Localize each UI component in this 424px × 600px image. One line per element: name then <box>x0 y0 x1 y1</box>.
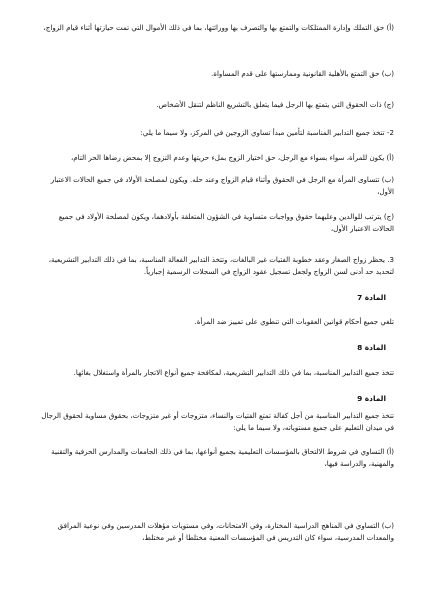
paragraph-1b: (ب) حق التمتع بالأهلية القانونية وممارستها على قدم المساواة. <box>210 69 394 78</box>
paragraph-1a: (أ) حق التملك وإدارة الممتلكات والتمتع بها والتصرف بها وورائتها، بما في ذلك الأموال التي تمت حيازتها أثناء قيام الزواج، <box>43 23 394 32</box>
article-7-heading: المادة 7 <box>357 293 386 302</box>
paragraph-1c: (ج) ذات الحقوق التي يتمتع بها الرجل فيما يتعلق بالتشريع الناظم لتنقل الأشخاص. <box>156 100 394 109</box>
article-9-intro: تتخذ جميع التدابير المناسبة من أجل كفالة تمتع الفتيات والنساء، متزوجات أو غير متزوجات، بحقوق مساوية لحقوق الرجال في ميدان التعليم على جميع مستوياته، ولا سيما ما يلي: <box>41 411 394 433</box>
article-8-text: تتخذ جميع التدابير المناسبة، بما في ذلك التدابير التشريعية، لمكافحة جميع أنواع الاتجار بالمرأة واستغلال بغائها. <box>73 368 394 377</box>
paragraph-2c: (ج) يترتب للوالدين وعليهما حقوق وواجبات متساوية في الشؤون المتعلقة بأولادهما، ويكون لمصلحة الأولاد في جميع الحالات الاعتبار الأول، <box>58 212 394 234</box>
paragraph-2: 2- تتخذ جميع التدابير المناسبة لتأمين مبدأ تساوي الزوجين في المركز، ولا سيما ما يلي: <box>140 128 394 137</box>
article-7-text: تلغي جميع أحكام قوانين العقوبات التي تنطوي على تمييز ضد المرأة. <box>194 317 394 326</box>
article-9-heading: المادة 9 <box>357 394 386 403</box>
paragraph-3: 3. يحظر زواج الصغار وعقد خطوبة الفتيات غير البالغات، وتتخذ التدابير الفعالة المناسبة، بما في ذلك التدابير التشريعية، لتحديد حد أدنى لسن الزواج ولجعل تسجيل عقود الزواج في السجلات الرسمية إجبارياً. <box>48 255 394 277</box>
paragraph-2a: (أ) يكون للمرأة، سواء بسواء مع الرجل، حق اختيار الزوج بملء حريتها وعدم التزوج إلا بمحض رضاها الحر التام، <box>70 153 394 162</box>
article-8-heading: المادة 8 <box>357 343 386 352</box>
article-9-item-a: (أ) التساوي في شروط الالتحاق بالمؤسسات التعليمية بجميع أنواعها، بما في ذلك الجامعات والمدارس الحرفية والتقنية والمهنية، والدراسة فيها، <box>51 447 394 469</box>
article-9-item-b: (ب) التساوي في المناهج الدراسية المختارة، وفي الامتحانات، وفي مستويات مؤهلات المدرسين وفي نوعية المرافق والمعدات المدرسية، سواء كان التدريس في المؤسسات المعنية مختلطا أو غير مختلط، <box>57 521 394 543</box>
paragraph-2b: (ب) تتساوى المرأة مع الرجل في الحقوق وأثناء قيام الزواج وعند حله. ويكون لمصلحة الأولاد في جميع الحالات الاعتبار الأول، <box>50 175 394 197</box>
